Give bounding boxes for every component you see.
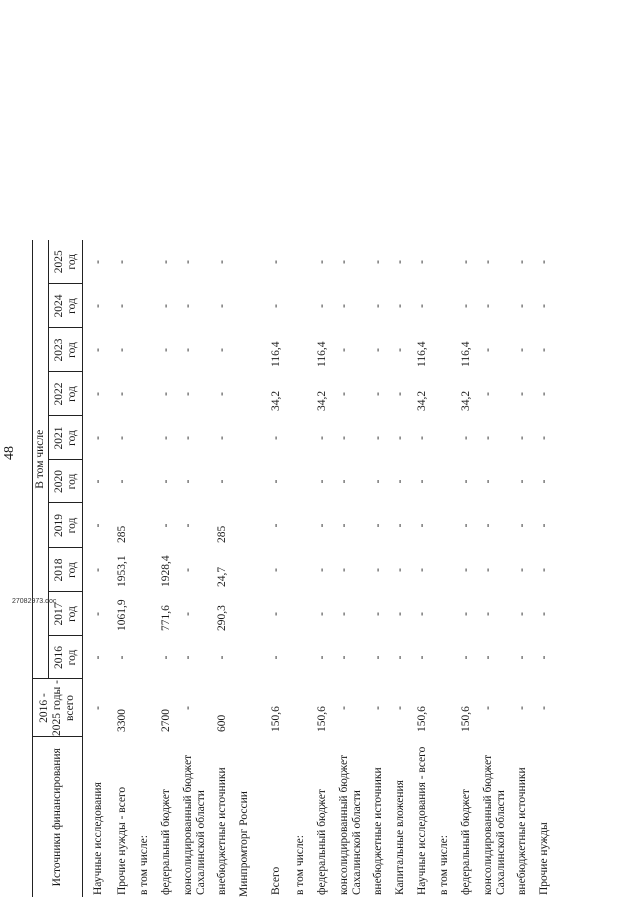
row-label-line: Прочие нужды - всего bbox=[116, 786, 128, 895]
year-number: 2021 bbox=[52, 426, 65, 450]
row-label-line: Сахалинской области bbox=[350, 790, 363, 895]
row-label-line: консолидированный бюджет bbox=[482, 754, 494, 895]
table-row bbox=[254, 240, 294, 897]
source-column-header: Источники финансирования bbox=[33, 737, 83, 897]
year-cell: - bbox=[416, 655, 428, 660]
year-cell bbox=[294, 548, 316, 592]
year-cell: - bbox=[92, 568, 104, 572]
total-cell: 2700 bbox=[160, 709, 172, 732]
year-cell: - bbox=[460, 436, 472, 440]
year-cell: - bbox=[372, 612, 384, 616]
year-cell bbox=[138, 328, 160, 372]
year-cell: - bbox=[538, 392, 550, 396]
year-header bbox=[49, 284, 83, 328]
year-cell bbox=[138, 548, 160, 592]
year-cell: - bbox=[416, 523, 428, 528]
year-cell: - bbox=[338, 612, 350, 616]
total-column-header bbox=[33, 679, 83, 737]
year-cell bbox=[294, 240, 316, 284]
year-cell: - bbox=[338, 436, 350, 440]
ministry-label: Минпромторг России bbox=[238, 791, 250, 897]
total-header-line: 2016 - bbox=[38, 693, 51, 723]
year-header bbox=[49, 372, 83, 416]
year-cell: - bbox=[182, 436, 194, 440]
including-header: В том числе bbox=[33, 240, 49, 679]
total-cell: 3300 bbox=[116, 709, 128, 732]
year-cell: - bbox=[92, 655, 104, 660]
year-cell bbox=[294, 636, 316, 679]
total-cell: 150,6 bbox=[460, 706, 472, 732]
row-label-line: Сахалинской области bbox=[494, 790, 507, 895]
year-cell: - bbox=[338, 479, 350, 484]
year-cell: - bbox=[394, 655, 406, 660]
year-header bbox=[49, 416, 83, 460]
year-cell: - bbox=[482, 260, 494, 264]
year-cell: - bbox=[482, 523, 494, 528]
year-cell bbox=[294, 503, 316, 548]
row-label-line: федеральный бюджет bbox=[316, 789, 328, 895]
year-cell bbox=[438, 592, 460, 636]
total-header-line: всего bbox=[63, 695, 76, 721]
year-cell: - bbox=[460, 479, 472, 484]
table-body bbox=[83, 240, 561, 897]
year-header bbox=[49, 460, 83, 503]
table-row bbox=[394, 240, 416, 897]
year-cell bbox=[138, 503, 160, 548]
year-cell: - bbox=[116, 260, 128, 264]
year-cell: - bbox=[372, 655, 384, 660]
year-cell: - bbox=[394, 436, 406, 440]
total-cell bbox=[294, 679, 316, 737]
year-cell: - bbox=[338, 568, 350, 572]
row-label bbox=[538, 737, 560, 897]
year-unit: год bbox=[65, 342, 78, 358]
year-cell: - bbox=[482, 392, 494, 396]
year-cell: - bbox=[338, 523, 350, 528]
year-cell: - bbox=[216, 304, 228, 308]
year-cell bbox=[138, 636, 160, 679]
row-label-line: федеральный бюджет bbox=[460, 789, 472, 895]
year-cell: - bbox=[394, 304, 406, 308]
year-cell: 34,2 bbox=[316, 390, 328, 411]
year-cell: - bbox=[394, 479, 406, 484]
row-label-line: Капитальные вложения bbox=[394, 780, 406, 895]
year-cell bbox=[438, 284, 460, 328]
year-cell: - bbox=[538, 655, 550, 660]
year-cell bbox=[438, 416, 460, 460]
year-cell: - bbox=[216, 392, 228, 396]
year-number: 2016 bbox=[52, 646, 65, 669]
row-label bbox=[216, 737, 238, 897]
year-cell: - bbox=[316, 612, 328, 616]
year-cell: - bbox=[538, 260, 550, 264]
year-cell: - bbox=[92, 523, 104, 528]
year-cell bbox=[438, 328, 460, 372]
table-row bbox=[516, 240, 538, 897]
total-cell: - bbox=[538, 706, 550, 710]
year-cell: - bbox=[338, 392, 350, 396]
year-cell: - bbox=[116, 479, 128, 484]
row-label bbox=[460, 737, 482, 897]
year-cell: - bbox=[182, 260, 194, 264]
year-number: 2018 bbox=[52, 558, 65, 582]
table-row bbox=[138, 240, 160, 897]
year-cell: - bbox=[270, 304, 282, 308]
year-cell: - bbox=[92, 436, 104, 440]
table-row bbox=[316, 240, 338, 897]
year-cell: 24,7 bbox=[216, 566, 228, 587]
total-cell: - bbox=[338, 706, 350, 710]
year-cell: - bbox=[516, 523, 528, 528]
year-number: 2022 bbox=[52, 382, 65, 406]
year-unit: год bbox=[65, 473, 78, 490]
year-cell: - bbox=[182, 479, 194, 484]
year-cell: 290,3 bbox=[216, 605, 228, 631]
year-cell: - bbox=[116, 655, 128, 660]
year-cell: - bbox=[394, 260, 406, 264]
year-cell: - bbox=[160, 655, 172, 660]
year-cell: - bbox=[216, 479, 228, 484]
year-cell: - bbox=[516, 612, 528, 616]
year-cell: - bbox=[538, 612, 550, 616]
year-cell: - bbox=[482, 436, 494, 440]
total-cell: 150,6 bbox=[416, 706, 428, 732]
year-cell: - bbox=[538, 568, 550, 572]
row-label bbox=[416, 737, 438, 897]
total-cell: 600 bbox=[216, 714, 228, 732]
row-label-line: консолидированный бюджет bbox=[182, 754, 194, 895]
year-cell: - bbox=[182, 392, 194, 396]
year-cell: - bbox=[116, 436, 128, 440]
total-cell: - bbox=[92, 706, 104, 710]
year-cell bbox=[138, 592, 160, 636]
table-row bbox=[182, 240, 216, 897]
year-cell: - bbox=[482, 655, 494, 660]
year-cell: - bbox=[482, 479, 494, 484]
year-cell: - bbox=[516, 479, 528, 484]
year-unit: год bbox=[65, 606, 78, 622]
row-label bbox=[516, 737, 538, 897]
year-cell: - bbox=[372, 348, 384, 352]
year-cell: - bbox=[516, 260, 528, 264]
year-cell: - bbox=[316, 523, 328, 528]
year-cell: - bbox=[416, 568, 428, 572]
year-cell: 34,2 bbox=[416, 390, 428, 411]
year-cell bbox=[438, 372, 460, 416]
year-cell: - bbox=[316, 655, 328, 660]
table-row bbox=[216, 240, 238, 897]
year-cell bbox=[294, 460, 316, 503]
year-cell: - bbox=[372, 523, 384, 528]
year-number: 2019 bbox=[52, 514, 65, 537]
year-cell: - bbox=[216, 655, 228, 660]
year-number: 2024 bbox=[52, 294, 65, 318]
year-cell: - bbox=[416, 612, 428, 616]
year-cell: 285 bbox=[216, 525, 228, 543]
year-cell bbox=[294, 328, 316, 372]
year-cell: - bbox=[372, 260, 384, 264]
year-cell: 771,6 bbox=[160, 605, 172, 631]
table-row bbox=[160, 240, 182, 897]
year-cell: 34,2 bbox=[270, 390, 282, 411]
year-cell: - bbox=[270, 655, 282, 660]
year-cell bbox=[294, 372, 316, 416]
year-cell: - bbox=[92, 392, 104, 396]
year-cell: - bbox=[538, 479, 550, 484]
row-label-line: внебюджетные источники bbox=[372, 767, 384, 895]
year-cell bbox=[138, 284, 160, 328]
row-label-line: Сахалинской области bbox=[194, 790, 207, 895]
year-cell: 1061,9 bbox=[116, 599, 128, 631]
year-cell: - bbox=[160, 523, 172, 528]
year-cell: - bbox=[460, 568, 472, 572]
total-cell: - bbox=[482, 706, 494, 710]
year-cell: - bbox=[270, 436, 282, 440]
year-cell: - bbox=[338, 260, 350, 264]
year-cell: - bbox=[338, 304, 350, 308]
row-label bbox=[338, 737, 372, 897]
year-cell: - bbox=[316, 568, 328, 572]
year-cell bbox=[138, 240, 160, 284]
row-label-line: в том числе: bbox=[294, 835, 306, 895]
row-label-line: Научные исследования bbox=[92, 782, 104, 895]
year-header bbox=[49, 503, 83, 548]
year-cell: - bbox=[316, 260, 328, 264]
year-cell bbox=[438, 548, 460, 592]
row-label bbox=[138, 737, 160, 897]
year-cell: - bbox=[538, 523, 550, 528]
year-cell: - bbox=[92, 612, 104, 616]
year-header bbox=[49, 548, 83, 592]
year-cell: - bbox=[416, 304, 428, 308]
year-cell: - bbox=[516, 655, 528, 660]
year-cell: - bbox=[516, 568, 528, 572]
year-cell: - bbox=[416, 436, 428, 440]
total-cell: 150,6 bbox=[316, 706, 328, 732]
year-cell: - bbox=[182, 568, 194, 572]
year-cell: - bbox=[372, 304, 384, 308]
year-cell: - bbox=[216, 348, 228, 352]
total-cell: - bbox=[394, 706, 406, 710]
table-row bbox=[438, 240, 460, 897]
year-cell bbox=[294, 592, 316, 636]
year-cell: - bbox=[216, 436, 228, 440]
year-cell: - bbox=[460, 304, 472, 308]
row-label-line: Прочие нужды bbox=[538, 822, 550, 895]
year-cell: - bbox=[394, 568, 406, 572]
row-label-line: консолидированный бюджет bbox=[338, 754, 350, 895]
year-cell: 116,4 bbox=[316, 341, 328, 367]
row-label bbox=[394, 737, 416, 897]
total-cell: - bbox=[516, 706, 528, 710]
year-cell: - bbox=[182, 523, 194, 528]
year-cell: - bbox=[394, 348, 406, 352]
year-unit: год bbox=[65, 253, 78, 270]
document-id: 27082973.doc bbox=[12, 598, 57, 605]
year-cell: - bbox=[116, 348, 128, 352]
year-number: 2025 bbox=[52, 250, 65, 274]
year-cell: - bbox=[372, 436, 384, 440]
year-cell: - bbox=[416, 479, 428, 484]
year-cell: - bbox=[372, 568, 384, 572]
year-cell: - bbox=[372, 392, 384, 396]
row-label bbox=[160, 737, 182, 897]
year-cell: - bbox=[482, 304, 494, 308]
year-cell: - bbox=[516, 348, 528, 352]
year-cell: - bbox=[270, 260, 282, 264]
year-cell: 116,4 bbox=[416, 341, 428, 367]
table-row bbox=[538, 240, 560, 897]
year-cell: - bbox=[160, 260, 172, 264]
year-cell: - bbox=[160, 436, 172, 440]
year-cell: 1928,4 bbox=[160, 555, 172, 587]
year-cell: - bbox=[92, 260, 104, 264]
year-cell: - bbox=[394, 523, 406, 528]
year-cell: - bbox=[460, 523, 472, 528]
year-cell bbox=[294, 416, 316, 460]
year-cell: - bbox=[182, 348, 194, 352]
table-row bbox=[416, 240, 438, 897]
total-cell: 150,6 bbox=[270, 706, 282, 732]
year-cell bbox=[438, 636, 460, 679]
row-label bbox=[83, 737, 117, 897]
ministry-row bbox=[238, 240, 254, 897]
table-row bbox=[294, 240, 316, 897]
year-cell: - bbox=[116, 304, 128, 308]
total-header-line: 2025 годы - bbox=[51, 680, 64, 737]
row-label bbox=[116, 737, 138, 897]
table-row bbox=[83, 240, 117, 897]
year-cell: - bbox=[92, 348, 104, 352]
row-label-line: внебюджетные источники bbox=[516, 767, 528, 895]
year-cell: - bbox=[182, 304, 194, 308]
financing-table bbox=[32, 240, 560, 897]
table-row bbox=[460, 240, 482, 897]
year-cell bbox=[138, 372, 160, 416]
row-label bbox=[182, 737, 216, 897]
table-row bbox=[372, 240, 394, 897]
year-cell: 116,4 bbox=[460, 341, 472, 367]
year-cell: - bbox=[394, 612, 406, 616]
total-cell bbox=[438, 679, 460, 737]
year-cell: - bbox=[270, 523, 282, 528]
row-label bbox=[254, 737, 294, 897]
year-cell bbox=[138, 416, 160, 460]
total-cell bbox=[138, 679, 160, 737]
year-cell: - bbox=[316, 304, 328, 308]
year-cell: 116,4 bbox=[270, 341, 282, 367]
year-cell: - bbox=[460, 260, 472, 264]
year-unit: год bbox=[65, 562, 78, 578]
row-label-line: федеральный бюджет bbox=[160, 789, 172, 895]
year-number: 2017 bbox=[52, 602, 65, 626]
year-cell: - bbox=[92, 479, 104, 484]
row-label-line: в том числе: bbox=[138, 835, 150, 895]
row-label bbox=[438, 737, 460, 897]
year-cell bbox=[138, 460, 160, 503]
year-cell: - bbox=[482, 348, 494, 352]
year-cell: - bbox=[270, 479, 282, 484]
year-cell: - bbox=[482, 568, 494, 572]
year-header bbox=[49, 240, 83, 284]
year-cell: - bbox=[182, 612, 194, 616]
year-number: 2020 bbox=[52, 470, 65, 493]
year-cell: - bbox=[160, 392, 172, 396]
row-label-line: Всего bbox=[270, 866, 282, 895]
year-cell: - bbox=[482, 612, 494, 616]
row-label-line: в том числе: bbox=[438, 835, 450, 895]
year-unit: год bbox=[65, 430, 78, 446]
year-cell: - bbox=[160, 479, 172, 484]
year-cell bbox=[438, 503, 460, 548]
table-row bbox=[116, 240, 138, 897]
year-cell: - bbox=[538, 304, 550, 308]
year-cell: - bbox=[538, 436, 550, 440]
year-cell: - bbox=[372, 479, 384, 484]
year-cell: - bbox=[182, 655, 194, 660]
year-cell: - bbox=[316, 436, 328, 440]
row-label bbox=[372, 737, 394, 897]
year-cell: - bbox=[460, 655, 472, 660]
year-cell: 1953,1 bbox=[116, 555, 128, 587]
year-unit: год bbox=[65, 298, 78, 314]
year-cell: - bbox=[338, 655, 350, 660]
year-number: 2023 bbox=[52, 338, 65, 362]
year-cell: - bbox=[316, 479, 328, 484]
table-header bbox=[33, 240, 83, 897]
year-unit: год bbox=[65, 649, 78, 666]
year-cell: - bbox=[394, 392, 406, 396]
year-cell: 34,2 bbox=[460, 390, 472, 411]
year-unit: год bbox=[65, 517, 78, 534]
row-label-line: внебюджетные источники bbox=[216, 767, 228, 895]
row-label bbox=[294, 737, 316, 897]
year-cell bbox=[438, 240, 460, 284]
total-cell: - bbox=[182, 706, 194, 710]
year-cell: - bbox=[516, 304, 528, 308]
year-cell: - bbox=[538, 348, 550, 352]
table-row bbox=[482, 240, 516, 897]
year-cell: - bbox=[270, 568, 282, 572]
year-cell: - bbox=[516, 436, 528, 440]
year-cell: - bbox=[216, 260, 228, 264]
year-cell: - bbox=[460, 612, 472, 616]
row-label bbox=[316, 737, 338, 897]
year-cell: - bbox=[516, 392, 528, 396]
year-cell: 285 bbox=[116, 525, 128, 543]
table-row bbox=[338, 240, 372, 897]
year-unit: год bbox=[65, 386, 78, 402]
year-cell: - bbox=[160, 348, 172, 352]
year-cell bbox=[294, 284, 316, 328]
year-cell: - bbox=[116, 392, 128, 396]
year-cell: - bbox=[270, 612, 282, 616]
row-label-line: Научные исследования - всего bbox=[416, 746, 428, 895]
year-cell bbox=[438, 460, 460, 503]
total-cell: - bbox=[372, 706, 384, 710]
page-number: 48 bbox=[2, 446, 17, 460]
row-label bbox=[482, 737, 516, 897]
year-header bbox=[49, 636, 83, 679]
year-cell: - bbox=[416, 260, 428, 264]
year-cell: - bbox=[160, 304, 172, 308]
year-cell: - bbox=[92, 304, 104, 308]
year-header bbox=[49, 328, 83, 372]
year-cell: - bbox=[338, 348, 350, 352]
